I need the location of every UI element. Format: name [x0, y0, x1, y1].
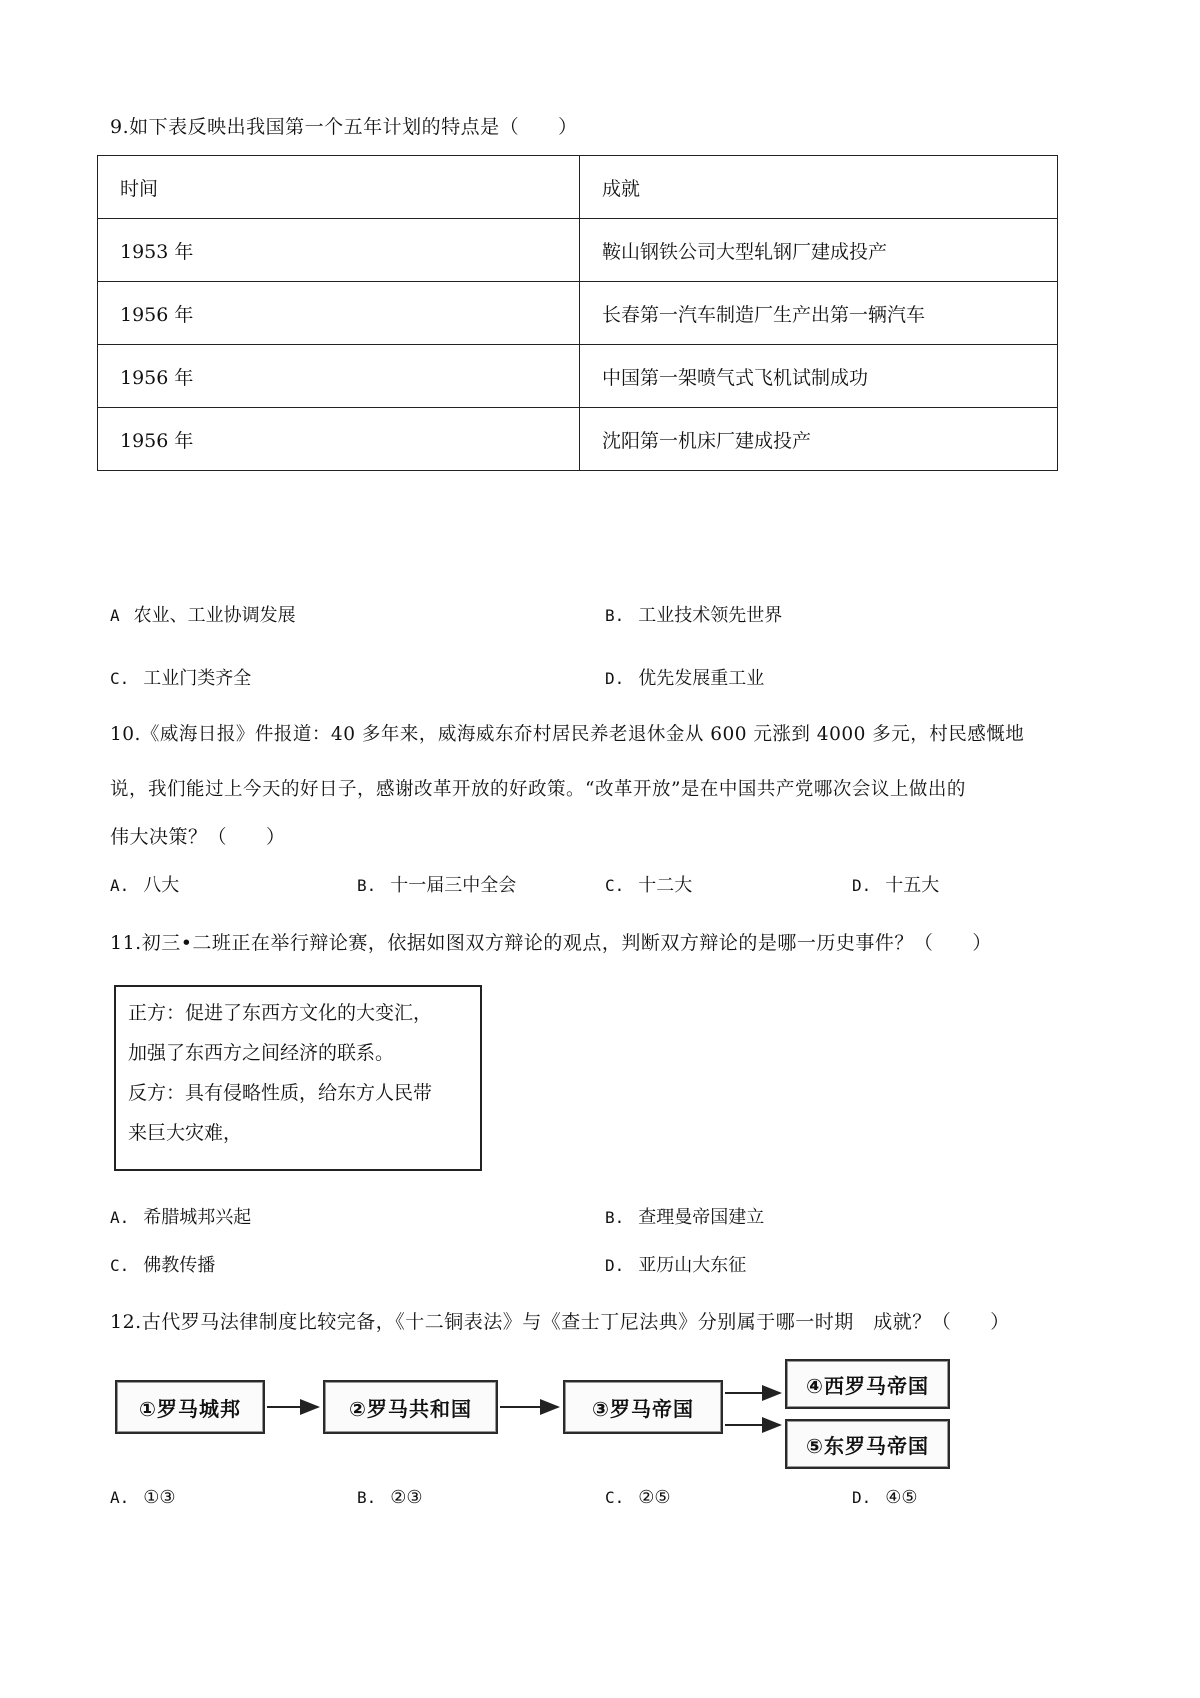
option-label: B.	[357, 1488, 377, 1507]
q12-option-c[interactable]	[605, 1487, 671, 1508]
option-text: 佛教传播	[143, 1255, 216, 1276]
option-text: ②⑤	[638, 1487, 671, 1508]
table-cell: 沈阳第一机床厂建成投产	[580, 408, 1058, 471]
q12-option-a[interactable]	[110, 1487, 176, 1508]
option-label: C.	[605, 876, 625, 895]
option-label: D.	[605, 669, 625, 688]
option-text: 工业技术领先世界	[638, 605, 783, 626]
option-label: D.	[605, 1256, 625, 1275]
q10-stem-line2: 说，我们能过上今天的好日子，感谢改革开放的好政策。“改革开放”是在中国共产党哪次会议上做出的	[110, 779, 966, 800]
table-cell: 中国第一架喷气式飞机试制成功	[580, 345, 1058, 408]
option-text: 优先发展重工业	[638, 668, 765, 689]
q12-option-d[interactable]	[852, 1487, 918, 1508]
option-label: C.	[110, 669, 130, 688]
option-text: 查理曼帝国建立	[638, 1207, 765, 1228]
q12-stem: 12.古代罗马法律制度比较完备，《十二铜表法》与《查士丁尼法典》分别属于哪一时期 成就？（ ）	[110, 1311, 1010, 1333]
option-label: A.	[110, 876, 130, 895]
diagram-box-rome-city-state: ①罗马城邦	[115, 1380, 265, 1434]
q12-option-b[interactable]	[357, 1487, 423, 1508]
option-label: D.	[852, 1488, 872, 1507]
table-cell: 长春第一汽车制造厂生产出第一辆汽车	[580, 282, 1058, 345]
table-header-cell: 时间	[98, 156, 580, 219]
option-text: ②③	[390, 1487, 423, 1508]
debate-line: 反方：具有侵略性质，给东方人民带	[128, 1082, 433, 1104]
option-text: 希腊城邦兴起	[143, 1207, 252, 1228]
table-cell: 1953 年	[98, 219, 580, 282]
table-cell: 1956 年	[98, 282, 580, 345]
table-cell: 1956 年	[98, 408, 580, 471]
option-text: 十一届三中全会	[390, 875, 517, 896]
diagram-box-roman-republic: ②罗马共和国	[323, 1380, 498, 1434]
option-label: C.	[110, 1256, 130, 1275]
option-text: 亚历山大东征	[638, 1255, 747, 1276]
option-text: 工业门类齐全	[143, 668, 252, 689]
debate-line: 来巨大灾难，	[128, 1122, 243, 1144]
option-label: A.	[110, 1488, 130, 1507]
option-label: B.	[605, 1208, 625, 1227]
option-text: 八大	[143, 875, 180, 896]
q10-stem-line3: 伟大决策？（ ）	[110, 826, 286, 848]
option-label: D.	[852, 876, 872, 895]
debate-line: 加强了东西方之间经济的联系。	[128, 1042, 395, 1064]
option-text: ①③	[143, 1487, 176, 1508]
table-cell: 鞍山钢铁公司大型轧钢厂建成投产	[580, 219, 1058, 282]
option-label: A.	[110, 1208, 130, 1227]
debate-line: 正方：促进了东西方文化的大变汇，	[128, 1002, 433, 1024]
option-label: C.	[605, 1488, 625, 1507]
option-label: A	[110, 606, 120, 625]
diagram-box-western-roman-empire: ④西罗马帝国	[785, 1359, 950, 1409]
diagram-box-roman-empire: ③罗马帝国	[563, 1380, 723, 1434]
option-text: ④⑤	[885, 1487, 918, 1508]
option-text: 十五大	[885, 875, 940, 896]
diagram-box-eastern-roman-empire: ⑤东罗马帝国	[785, 1419, 950, 1469]
option-label: B.	[357, 876, 377, 895]
option-text: 十二大	[638, 875, 693, 896]
option-label: B.	[605, 606, 625, 625]
q9-stem: 9.如下表反映出我国第一个五年计划的特点是（ ）	[110, 116, 578, 138]
option-text: 农业、工业协调发展	[133, 605, 296, 626]
table-cell: 1956 年	[98, 345, 580, 408]
q10-stem-line1: 10.《威海日报》件报道：40 多年来，威海威东夼村居民养老退休金从 600 元涨到 4000 多元，村民感慨地	[110, 724, 1025, 745]
table-header-cell: 成就	[580, 156, 1058, 219]
q11-stem: 11.初三•二班正在举行辩论赛，依据如图双方辩论的观点，判断双方辩论的是哪一历史事件？（ ）	[110, 932, 992, 954]
